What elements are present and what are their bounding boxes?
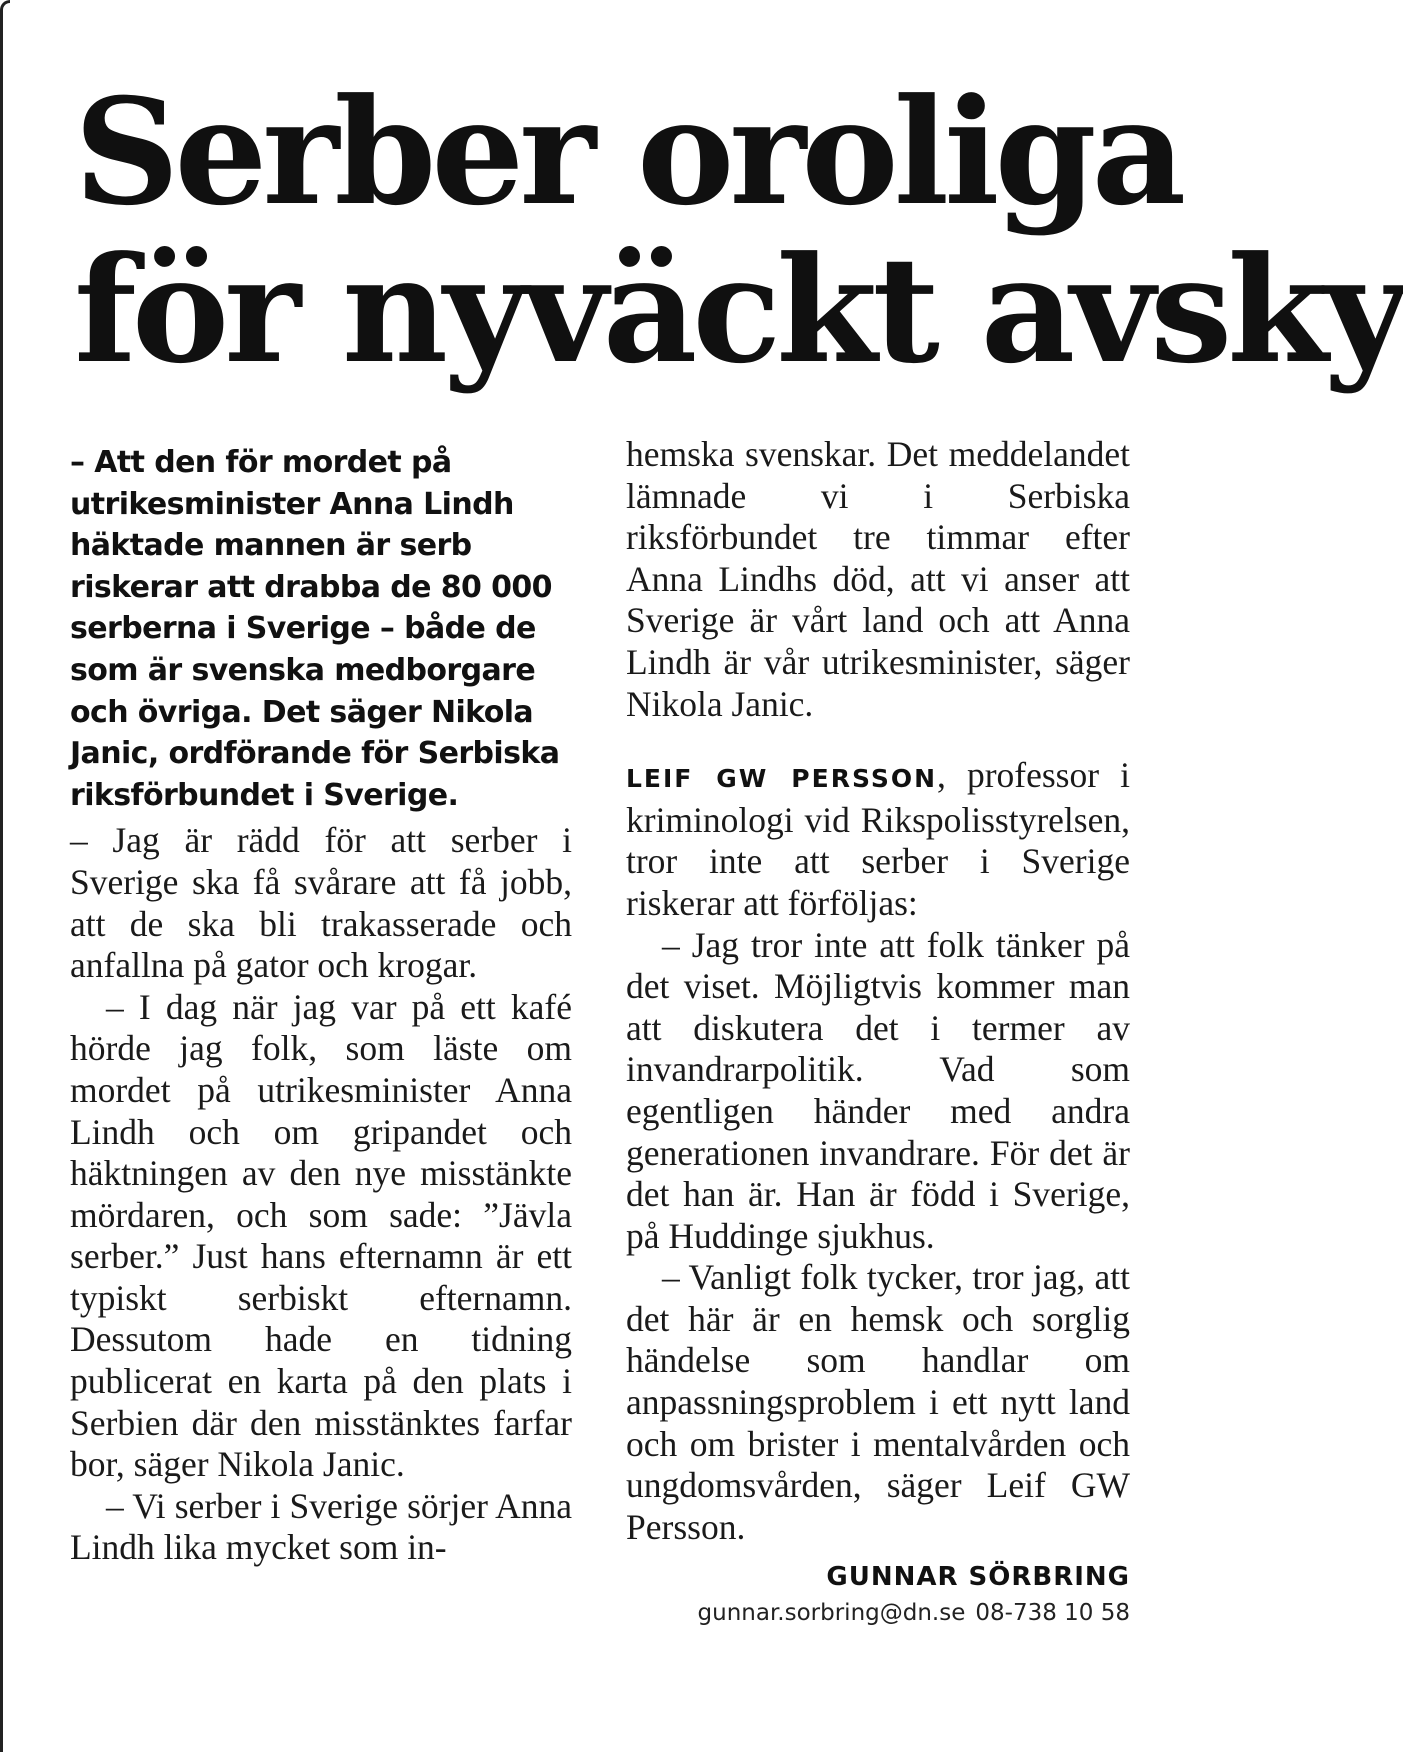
body-paragraph-continued: hemska svenskar. Det meddelandet lämnade vi i Serbiska riksförbundet tre timmar efter Anna Lindhs död, att vi anser att Sverige är vårt land och att Anna Lindh är vår utrikesminister, säger Nikola Janic. <box>626 434 1130 724</box>
lead-paragraph: – Att den för mordet på utrikesminister Anna Lindh häktade mannen är serb riskerar att drabba de 80 000 serberna i Sverige – både de som är svenska medborgare och övriga. Det säger Nikola Janic, ordförande för Serbiska riksförbundet i Sverige. <box>70 445 560 813</box>
body-paragraph: – Jag är rädd för att serber i Sverige ska få svårare att få jobb, att de ska bli trakasserade och anfallna på gator och krogar. <box>70 820 572 986</box>
headline-line-2: för nyväckt avsky <box>74 225 1403 396</box>
headline <box>74 67 1403 396</box>
body-paragraph: – Jag tror inte att folk tänker på det viset. Möjligtvis kommer man att diskutera det i termer av invandrarpolitik. Vad som egentligen händer med andra generationen invandrare. För det är det han är. Han är född i Sverige, på Huddinge sjukhus. <box>626 924 1130 1256</box>
right-column <box>626 434 1130 1630</box>
persson-intro: , professor i kriminologi vid Rikspolisstyrelsen, tror inte att serber i Sverige riskerar att förföljas: <box>626 755 1131 923</box>
author-email: gunnar.sorbring@dn.se <box>697 1600 966 1627</box>
headline-line-1: Serber oroliga <box>74 67 1182 238</box>
body-paragraph: – Vi serber i Sverige sörjer Anna Lindh lika mycket som in- <box>70 1485 572 1568</box>
paragraph-gap <box>626 725 1130 755</box>
persson-paragraph <box>626 755 1130 924</box>
quoted-person-name: LEIF GW PERSSON <box>626 764 938 794</box>
clipping-edge <box>0 0 10 1752</box>
author-contact <box>626 1596 1130 1630</box>
body-paragraph: – Vanligt folk tycker, tror jag, att det här är en hemsk och sorglig händelse som handlar om anpassningsproblem i ett nytt land och om brister i mentalvården och ungdomsvården, säger Leif GW Persson. <box>626 1257 1130 1547</box>
author-phone: 08-738 10 58 <box>975 1600 1130 1627</box>
left-column <box>70 434 572 1569</box>
body-paragraph: – I dag när jag var på ett kafé hörde jag folk, som läste om mordet på utrikesminister Anna Lindh och om gripandet och häktningen av den nye misstänkte mördaren, och som sade: ”Jävla serber.” Just hans efternamn är ett typiskt serbiskt efternamn. Dessutom hade en tidning publicerat en karta på den plats i Serbien där den misstänktes farfar bor, säger Nikola Janic. <box>70 986 572 1485</box>
author-name: GUNNAR SÖRBRING <box>826 1562 1130 1593</box>
